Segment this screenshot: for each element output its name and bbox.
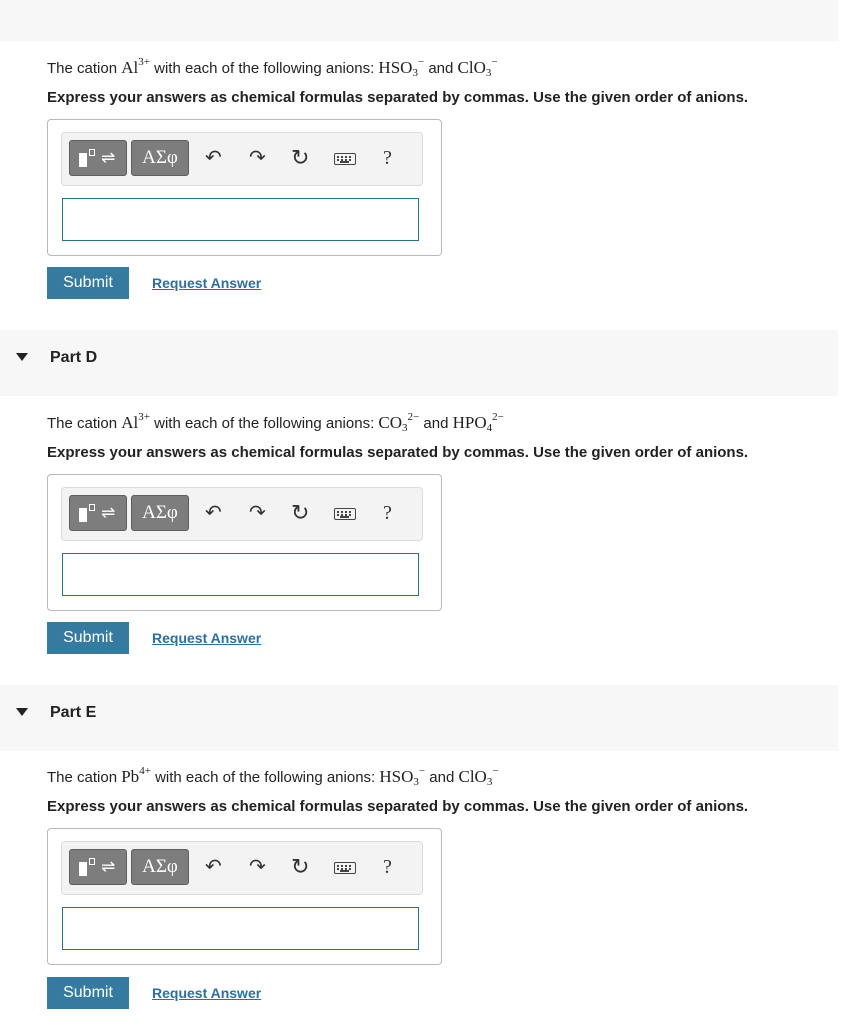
redo-icon[interactable]: ↷ [249,502,266,524]
collapse-triangle-icon[interactable] [16,353,28,361]
math-toolbar [61,841,423,895]
undo-icon[interactable]: ↶ [205,502,222,524]
instruction-text: Express your answers as chemical formulas separated by commas. Use the given order of anions. [47,444,749,461]
keyboard-icon[interactable] [334,862,356,874]
question-text: The cation $Pb^{4+}$ with each of the following anions: $HSO_3^-$ and ClO$_3$− [47,765,499,788]
templates-icon[interactable]: ⇌ [69,849,127,885]
help-icon[interactable]: ? [383,856,392,878]
submit-button[interactable]: Submit [47,267,129,299]
instruction-text: Express your answers as chemical formulas separated by commas. Use the given order of anions. [47,89,749,106]
keyboard-icon[interactable] [334,153,356,165]
templates-icon[interactable]: ⇌ [69,495,127,531]
answer-box [47,119,442,256]
part-c-header[interactable] [0,0,838,41]
reset-icon[interactable]: ↻ [291,500,310,525]
answer-input[interactable] [62,198,419,241]
question-text: The cation $Al^{3+}$ with each of the following anions: $HSO_3^-$ and ClO$_3$− [47,56,498,79]
keyboard-icon[interactable] [334,508,356,520]
undo-icon[interactable]: ↶ [205,856,222,878]
part-d-header[interactable] [0,330,838,396]
request-answer-link[interactable]: Request Answer [152,275,262,291]
answer-input[interactable] [62,553,419,596]
greek-symbols-icon[interactable]: ΑΣφ [131,849,189,885]
reset-icon[interactable]: ↻ [291,854,310,879]
submit-button[interactable]: Submit [47,622,129,654]
help-icon[interactable]: ? [383,502,392,524]
redo-icon[interactable]: ↷ [249,147,266,169]
greek-symbols-icon[interactable]: ΑΣφ [131,140,189,176]
answer-box [47,828,442,965]
math-toolbar [61,487,423,541]
math-toolbar [61,132,423,186]
request-answer-link[interactable]: Request Answer [152,985,262,1001]
answer-input[interactable] [62,907,419,950]
part-title: Part E [50,704,97,721]
greek-symbols-icon[interactable]: ΑΣφ [131,495,189,531]
answer-box [47,474,442,611]
request-answer-link[interactable]: Request Answer [152,630,262,646]
submit-button[interactable]: Submit [47,977,129,1009]
undo-icon[interactable]: ↶ [205,147,222,169]
help-icon[interactable]: ? [383,147,392,169]
reset-icon[interactable]: ↻ [291,145,310,170]
instruction-text: Express your answers as chemical formulas separated by commas. Use the given order of anions. [47,798,749,815]
redo-icon[interactable]: ↷ [249,856,266,878]
part-e-header[interactable] [0,685,838,751]
question-text: The cation $Al^{3+}$ with each of the following anions: $CO_3^{2-}$ and $HPO_4^{2-}$ [47,411,504,434]
templates-icon[interactable]: ⇌ [69,140,127,176]
part-title: Part D [50,349,98,366]
collapse-triangle-icon[interactable] [16,708,28,716]
